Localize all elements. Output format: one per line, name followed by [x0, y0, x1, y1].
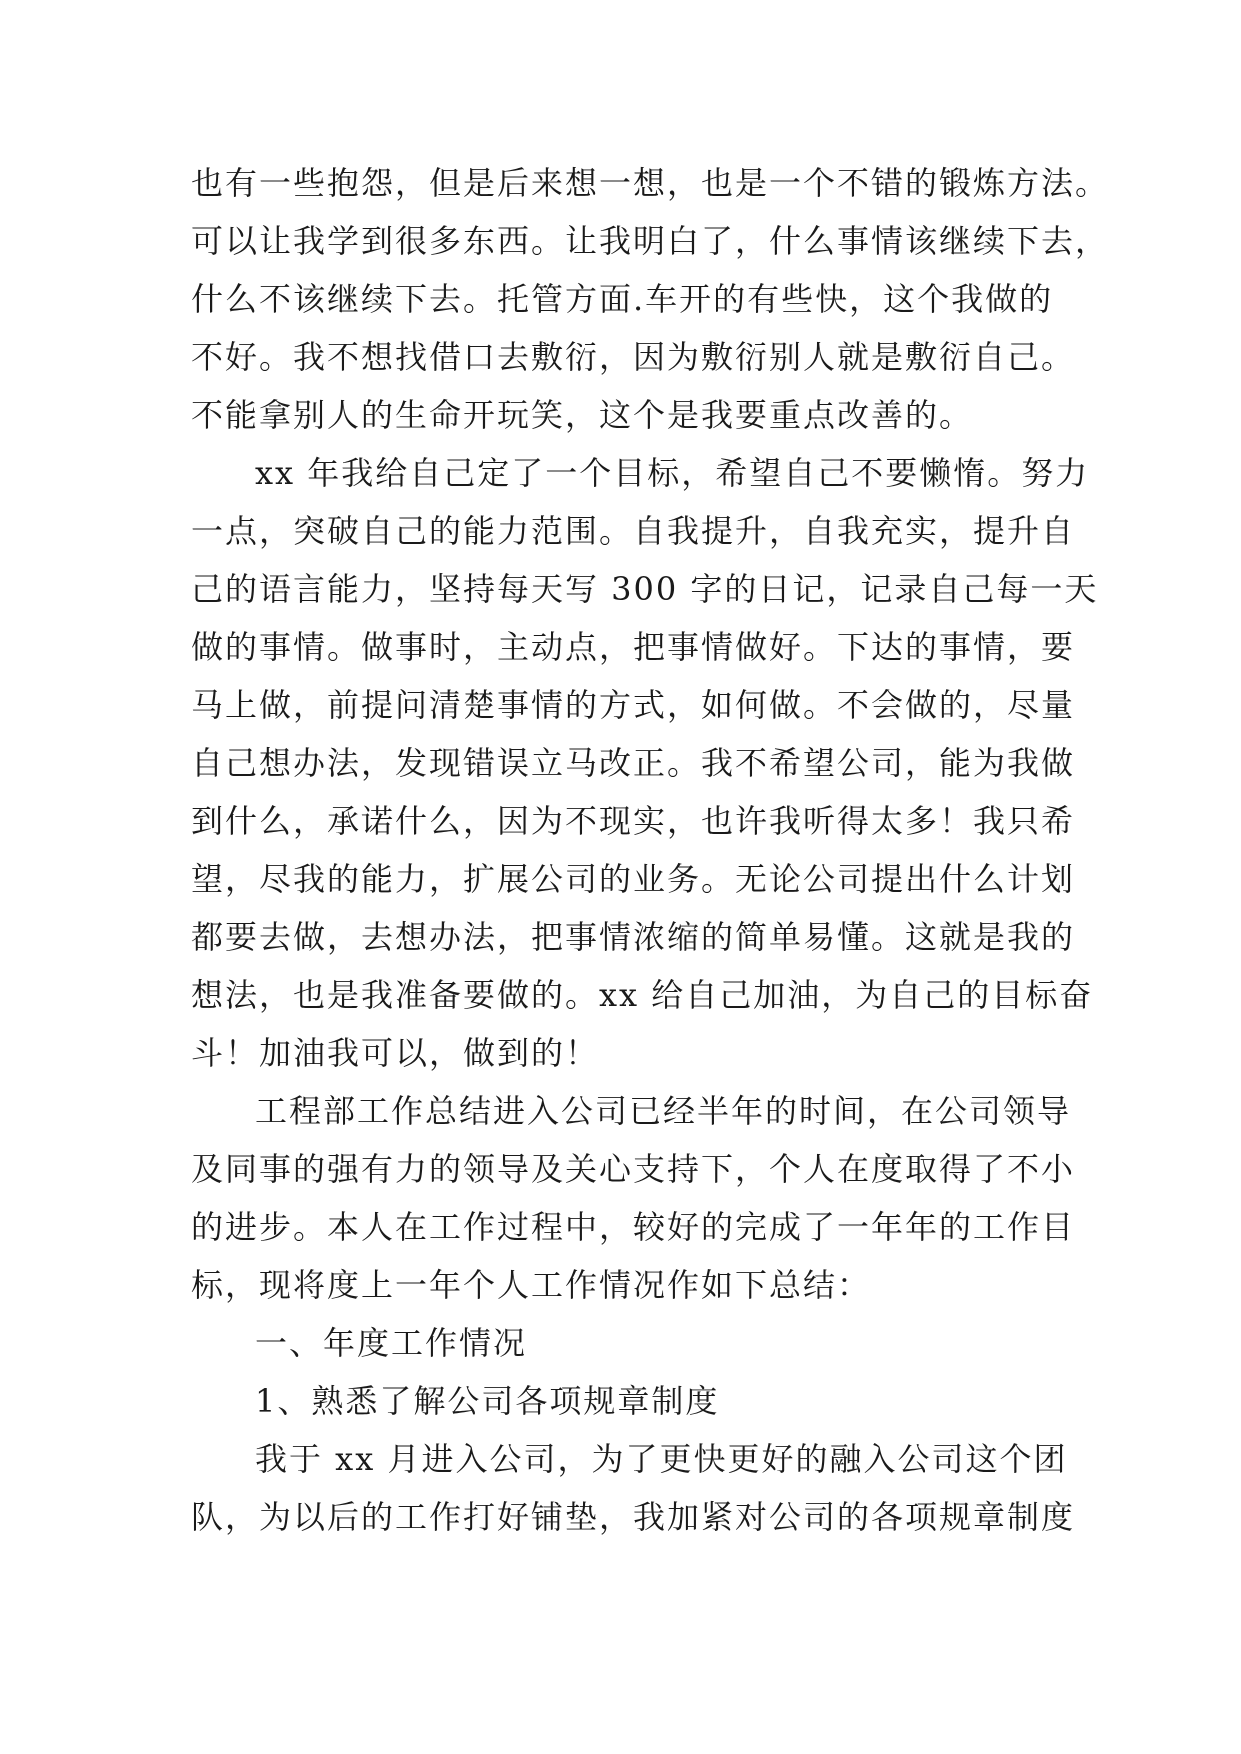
- text-line: 的进步。本人在工作过程中，较好的完成了一年年的工作目: [191, 1208, 1076, 1246]
- text-line: 马上做，前提问清楚事情的方式，如何做。不会做的，尽量: [191, 686, 1076, 724]
- text-line: 斗！加油我可以，做到的！: [191, 1034, 600, 1072]
- text-line: 做的事情。做事时，主动点，把事情做好。下达的事情，要: [191, 628, 1076, 666]
- paragraph-start-line: xx 年我给自己定了一个目标，希望自己不要懒惰。努力: [255, 454, 1090, 492]
- text-line: 一点，突破自己的能力范围。自我提升，自我充实，提升自: [191, 512, 1076, 550]
- text-line: 也有一些抱怨，但是后来想一想，也是一个不错的锻炼方法。: [191, 164, 1110, 202]
- text-line: 都要去做，去想办法，把事情浓缩的简单易懂。这就是我的: [191, 918, 1076, 956]
- text-line: 不能拿别人的生命开玩笑，这个是我要重点改善的。: [191, 396, 974, 434]
- subsection-heading: 1、熟悉了解公司各项规章制度: [255, 1382, 720, 1420]
- text-line: 标，现将度上一年个人工作情况作如下总结：: [191, 1266, 872, 1304]
- text-line: 什么不该继续下去。托管方面.车开的有些快，这个我做的: [191, 280, 1054, 318]
- section-heading: 一、年度工作情况: [255, 1324, 528, 1362]
- text-line: 己的语言能力，坚持每天写 300 字的日记，记录自己每一天: [191, 570, 1099, 608]
- text-line: 自己想办法，发现错误立马改正。我不希望公司，能为我做: [191, 744, 1076, 782]
- text-line: 到什么，承诺什么，因为不现实，也许我听得太多！我只希: [191, 802, 1076, 840]
- text-line: 可以让我学到很多东西。让我明白了，什么事情该继续下去，: [191, 222, 1110, 260]
- paragraph-start-line: 我于 xx 月进入公司，为了更快更好的融入公司这个团: [255, 1440, 1068, 1478]
- document-body: [191, 154, 1110, 1546]
- text-line: 望，尽我的能力，扩展公司的业务。无论公司提出什么计划: [191, 860, 1076, 898]
- text-line: 不好。我不想找借口去敷衍，因为敷衍别人就是敷衍自己。: [191, 338, 1076, 376]
- text-line: 及同事的强有力的领导及关心支持下，个人在度取得了不小: [191, 1150, 1076, 1188]
- text-line: 想法，也是我准备要做的。xx 给自己加油，为自己的目标奋: [191, 976, 1094, 1014]
- text-line: 队，为以后的工作打好铺垫，我加紧对公司的各项规章制度: [191, 1498, 1076, 1536]
- paragraph-start-line: 工程部工作总结进入公司已经半年的时间，在公司领导: [255, 1092, 1072, 1130]
